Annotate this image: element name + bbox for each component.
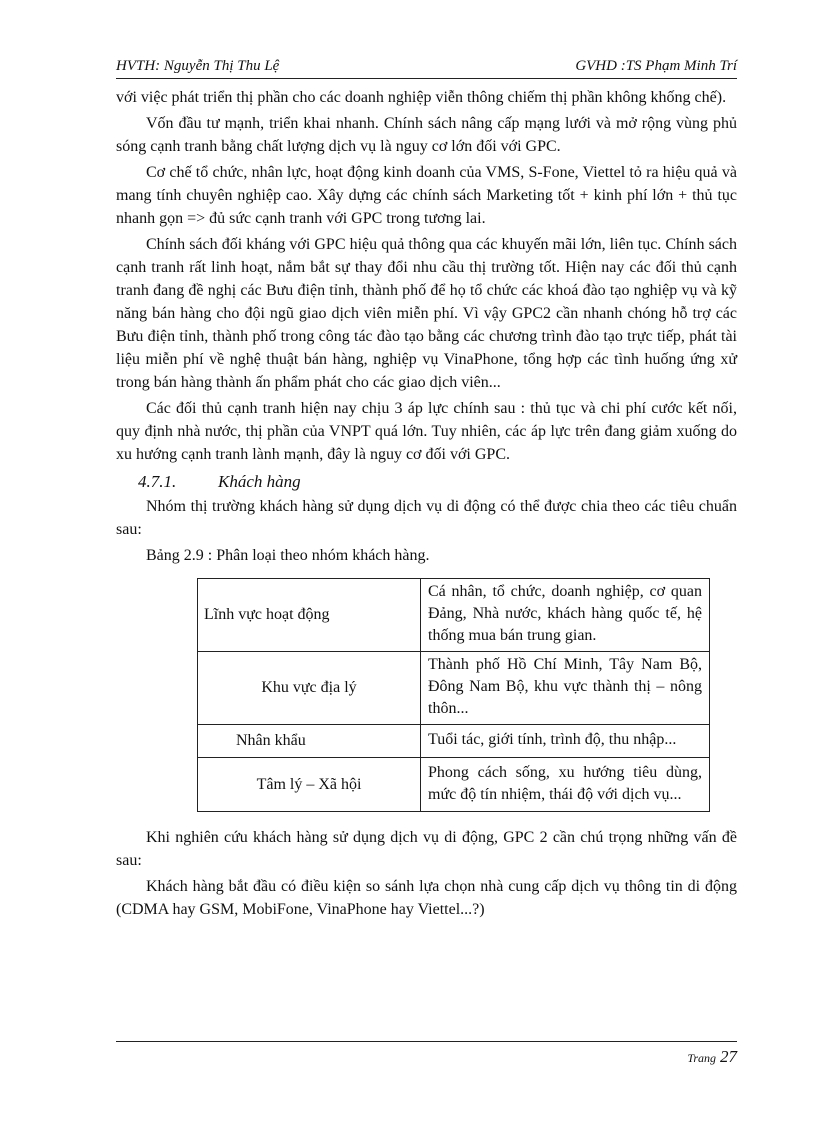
table-row — [198, 725, 710, 758]
table-cell-description: Phong cách sống, xu hướng tiêu dùng, mức độ tín nhiệm, thái độ với dịch vụ... — [421, 758, 710, 812]
table-row — [198, 579, 710, 652]
document-body — [116, 86, 737, 924]
table-row — [198, 652, 710, 725]
header-divider — [116, 78, 737, 79]
table-cell-criterion: Tâm lý – Xã hội — [198, 758, 421, 812]
paragraph-investment: Vốn đầu tư mạnh, triển khai nhanh. Chính sách nâng cấp mạng lưới và mở rộng vùng phủ sóng cạnh tranh bằng chất lượng dịch vụ là nguy cơ lớn đối với GPC. — [116, 115, 737, 155]
customer-segmentation-table — [197, 578, 710, 812]
table-row — [198, 758, 710, 812]
paragraph-continuation: với việc phát triển thị phần cho các doanh nghiệp viễn thông chiếm thị phần không khống chế). — [116, 89, 727, 106]
table-caption: Bảng 2.9 : Phân loại theo nhóm khách hàng. — [146, 547, 430, 564]
paragraph-pressures: Các đối thủ cạnh tranh hiện nay chịu 3 áp lực chính sau : thủ tục và chi phí cước kết nối, quy định nhà nước, thị phần của VNPT quá lớn. Tuy nhiên, các áp lực trên đang giảm xuống do xu hướng cạnh tranh lành mạnh, đây là nguy cơ đối với GPC. — [116, 400, 737, 463]
table-cell-description: Cá nhân, tổ chức, doanh nghiệp, cơ quan Đảng, Nhà nước, khách hàng quốc tế, hệ thống mua bán trung gian. — [421, 579, 710, 652]
paragraph-competition-policy: Chính sách đối kháng với GPC hiệu quả thông qua các khuyến mãi lớn, liên tục. Chính sách cạnh tranh rất linh hoạt, nắm bắt sự thay đổi nhu cầu thị trường tốt. Hiện nay các đối thủ cạnh tranh đang đề nghị các Bưu điện tỉnh, thành phố để họ tổ chức các khoá đào tạo nghiệp vụ và kỹ năng bán hàng cho đội ngũ giao dịch viên miễn phí. Vì vậy GPC2 cần nhanh chóng hỗ trợ các Bưu điện tỉnh, thành phố trong công tác đào tạo bằng các chương trình đào tạo trực tiếp, phát tài liệu miễn phí về nghệ thuật bán hàng, nghiệp vụ VinaPhone, tổng hợp các tình huống ứng xử trong bán hàng thành ấn phẩm phát cho các giao dịch viên... — [116, 236, 737, 391]
page-header — [116, 58, 737, 80]
table-cell-description: Tuổi tác, giới tính, trình độ, thu nhập... — [421, 725, 710, 758]
table-cell-criterion: Khu vực địa lý — [198, 652, 421, 725]
section-title: Khách hàng — [218, 472, 301, 491]
table-cell-description: Thành phố Hồ Chí Minh, Tây Nam Bộ, Đông Nam Bộ, khu vực thành thị – nông thôn... — [421, 652, 710, 725]
table-cell-criterion: Nhân khẩu — [198, 725, 421, 758]
page-label: Trang — [687, 1051, 716, 1065]
paragraph-comparison: Khách hàng bắt đầu có điều kiện so sánh lựa chọn nhà cung cấp dịch vụ thông tin di động (CDMA hay GSM, MobiFone, VinaPhone hay Viettel...?) — [116, 878, 737, 918]
section-number: 4.7.1. — [138, 472, 177, 491]
header-advisor: GVHD :TS Phạm Minh Trí — [575, 58, 737, 74]
paragraph-intro: Nhóm thị trường khách hàng sử dụng dịch vụ di động có thể được chia theo các tiêu chuẩn sau: — [116, 498, 737, 538]
header-author: HVTH: Nguyễn Thị Thu Lệ — [116, 58, 280, 74]
paragraph-organization: Cơ chế tổ chức, nhân lực, hoạt động kinh doanh của VMS, S-Fone, Viettel tỏ ra hiệu quả và mang tính chuyên nghiệp cao. Xây dựng các chính sách Marketing tốt + kinh phí lớn + thủ tục nhanh gọn => đủ sức cạnh tranh với GPC trong tương lai. — [116, 164, 737, 227]
paragraph-research: Khi nghiên cứu khách hàng sử dụng dịch vụ di động, GPC 2 cần chú trọng những vấn đề sau: — [116, 829, 737, 869]
footer-divider — [116, 1041, 737, 1042]
table-cell-criterion: Lĩnh vực hoạt động — [198, 579, 421, 652]
page-number: 27 — [720, 1047, 737, 1066]
page-footer — [687, 1047, 737, 1067]
section-heading — [116, 469, 737, 494]
